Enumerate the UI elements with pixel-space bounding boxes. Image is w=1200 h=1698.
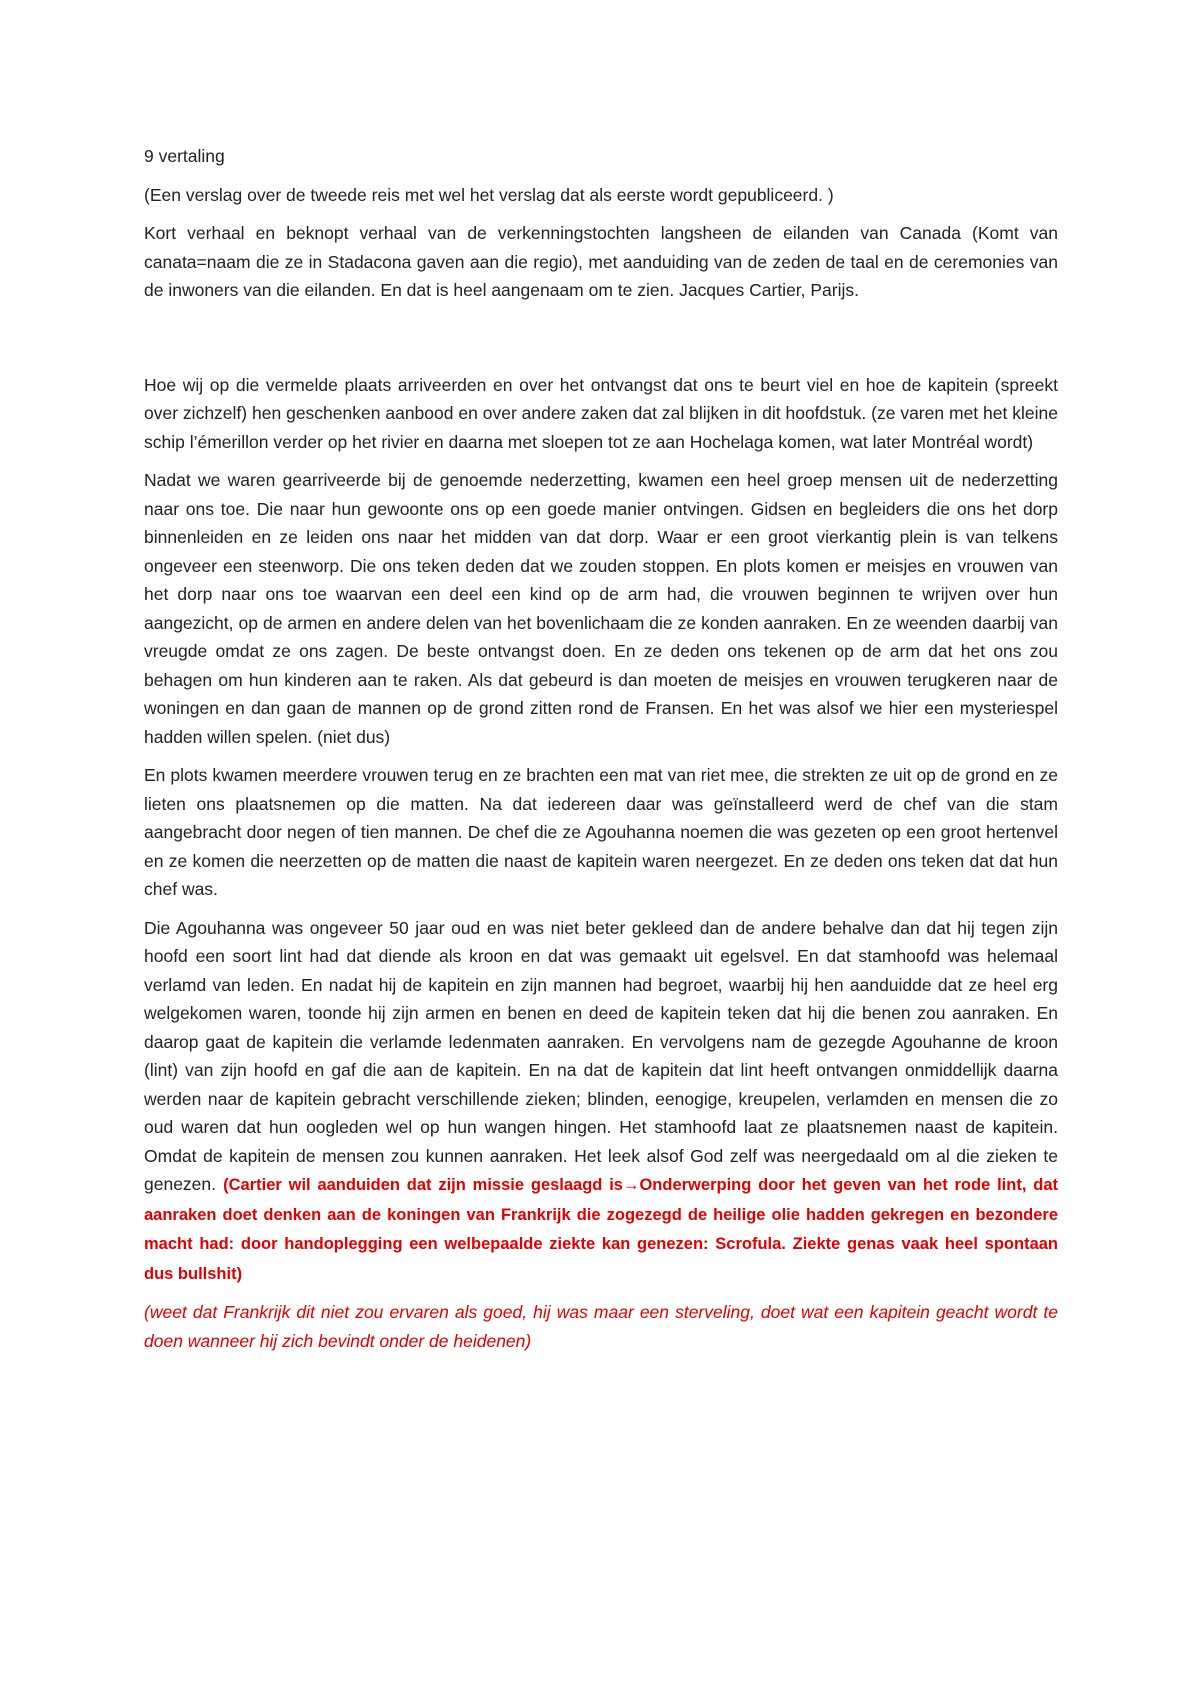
paragraph-title-description: Kort verhaal en beknopt verhaal van de verkenningstochten langsheen de eilanden van Canada (Komt van canata=naam die ze in Stadacona gaven aan die regio), met aanduiding van de zeden de taal en de ceremonies van de inwoners van die eilanden. En dat is heel aangenaam om te zien. Jacques Cartier, Parijs. bbox=[144, 223, 1058, 300]
paragraph-mats-chief: En plots kwamen meerdere vrouwen terug en ze brachten een mat van riet mee, die strekten ze uit op de grond en ze lieten ons plaatsnemen op die matten. Na dat iedereen daar was geïnstalleerd werd de chef van die stam aangebracht door negen of tien mannen. De chef die ze Agouhanna noemen die was gezeten op een groot hertenvel en ze komen die neerzetten op de matten die naast de kapitein waren neergezet. En ze deden ons teken dat dat hun chef was. bbox=[144, 765, 1058, 899]
annotation-part-a: (Cartier wil aanduiden dat zijn missie geslaagd is bbox=[223, 1176, 623, 1194]
paragraph-intro-note: (Een verslag over de tweede reis met wel het verslag dat als eerste wordt gepubliceerd. ) bbox=[144, 184, 834, 205]
annotation-red-italic: (weet dat Frankrijk dit niet zou ervaren als goed, hij was maar een sterveling, doet wat een kapitein geacht wordt te doen wanneer hij zich bevindt onder de heidenen) bbox=[144, 1302, 1058, 1351]
document-page bbox=[144, 142, 1058, 1365]
paragraph-arrival: Nadat we waren gearriveerde bij de genoemde nederzetting, kwamen een heel groep mensen uit de nederzetting naar ons toe. Die naar hun gewoonte ons op een goede manier ontvingen. Gidsen en begleiders die ons het dorp binnenleiden en ze leiden ons naar het midden van dat dorp. Waar er een groot vierkantig plein is van telkens ongeveer een steenworp. Die ons teken deden dat we zouden stoppen. En plots komen er meisjes en vrouwen van het dorp naar ons toe waarvan een deel een kind op de arm had, die vrouwen beginnen te wrijven over hun aangezicht, op de armen en andere delen van het bovenlichaam die ze konden aanraken. En ze weenden daarbij van vreugde omdat ze ons zagen. De beste ontvangst doen. En ze deden ons tekenen op de arm dat het ons zou behagen om hun kinderen aan te raken. Als dat gebeurd is dan moeten de meisjes en vrouwen terugkeren naar de woningen en dan gaan de mannen op de grond zitten rond de Fransen. En het was alsof we hier een mysteriespel hadden willen spelen. (niet dus) bbox=[144, 470, 1058, 747]
right-arrow-icon: → bbox=[622, 1176, 640, 1194]
blank-space bbox=[144, 315, 1058, 371]
agouhanna-text: Die Agouhanna was ongeveer 50 jaar oud en was niet beter gekleed dan de andere behalve dan dat hij tegen zijn hoofd een soort lint had dat diende als kroon en dat was gemaakt uit egelsvel. En dat stamhoofd was helemaal verlamd van leden. En nadat hij de kapitein en zijn mannen had begroet, waarbij hij hen aanduidde dat ze heel erg welgekomen waren, toonde hij zijn armen en benen en deed de kapitein teken dat hij die benen zou aanraken. En daarop gaat de kapitein die verlamde ledenmaten aanraken. En vervolgens nam de gezegde Agouhanne de kroon (lint) van zijn hoofd en gaf die aan de kapitein. En na dat de kapitein dat lint heeft ontvangen onmiddellijk daarna werden naar de kapitein gebracht verschillende zieken; blinden, eenogige, kreupelen, verlamden en mensen die zo oud waren dat hun oogleden wel op hun wangen hingen. Het stamhoofd laat ze plaatsnemen naast de kapitein. Omdat de kapitein de mensen zou kunnen aanraken. Het leek alsof God zelf was neergedaald om al die zieken te genezen. bbox=[144, 917, 1058, 1194]
annotation-part-b: Onderwerping door het geven van het rode lint, dat aanraken doet denken aan de koningen van Frankrijk die zogezegd de heilige olie hadden gekregen en bezondere macht had: door handoplegging een welbepaalde ziekte kan genezen: Scrofula. Ziekte genas vaak heel spontaan dus bullshit) bbox=[144, 1176, 1058, 1283]
document-heading: 9 vertaling bbox=[144, 146, 225, 166]
annotation-red-bold bbox=[144, 1176, 1058, 1283]
paragraph-agouhanna bbox=[144, 914, 1058, 1289]
paragraph-chapter-summary: Hoe wij op die vermelde plaats arriveerden en over het ontvangst dat ons te beurt viel en hoe de kapitein (spreekt over zichzelf) hen geschenken aanbood en over andere zaken dat zal blijken in dit hoofdstuk. (ze varen met het kleine schip l’émerillon verder op het rivier en daarna met sloepen tot ze aan Hochelaga komen, wat later Montréal wordt) bbox=[144, 374, 1058, 452]
